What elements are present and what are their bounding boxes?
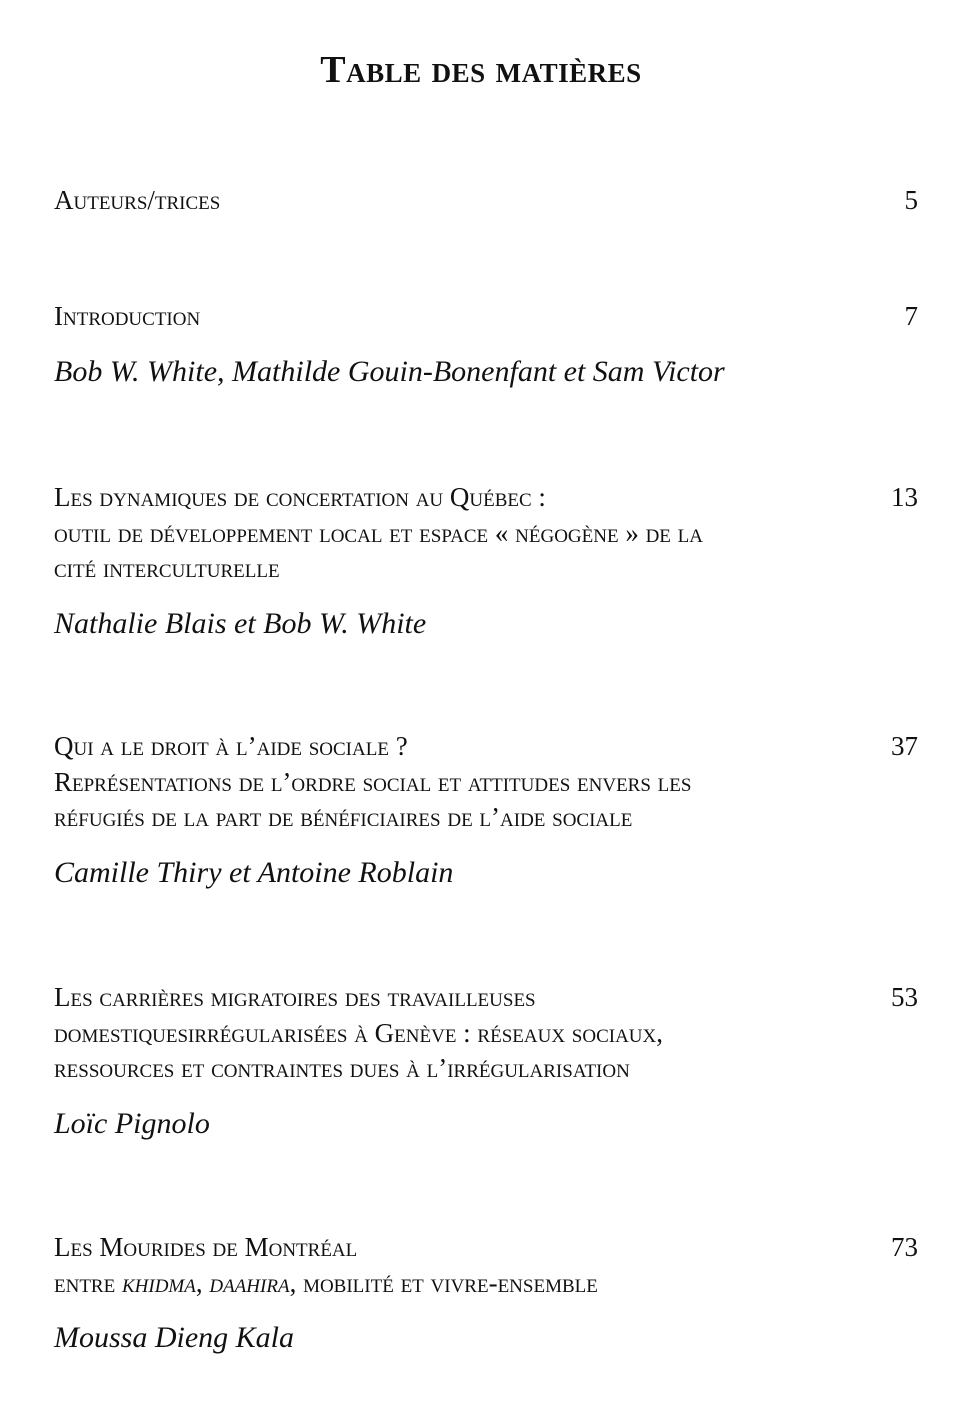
- toc-page-number: 73: [891, 1232, 918, 1262]
- toc-entry-title: [54, 1230, 900, 1301]
- toc-title-line: réfugiés de la part de bénéficiaires de l’aide sociale: [54, 802, 633, 832]
- toc-title-line: outil de développement local et espace « négogène » de la: [54, 517, 703, 548]
- toc-title-italic-term: daahira: [209, 1267, 290, 1298]
- toc-title-line-2: [54, 1268, 598, 1298]
- toc-page-number: 7: [904, 301, 918, 331]
- page-title: Table des matières: [320, 49, 642, 91]
- toc-title-line: ressources et contraintes dues à l’irrégularisation: [54, 1053, 630, 1083]
- toc-entry-mourides[interactable]: [54, 1230, 918, 1357]
- toc-title-fragment: , mobilité et vivre-ensemble: [289, 1267, 598, 1298]
- toc-title-line: cité interculturelle: [54, 553, 280, 583]
- toc-entry-authors[interactable]: [54, 183, 918, 219]
- toc-entry-authors: Camille Thiry et Antoine Roblain: [54, 855, 454, 889]
- toc-entry-title: [54, 980, 900, 1087]
- toc-title-fragment: ,: [195, 1267, 210, 1298]
- toc-title-line: Auteurs/trices: [54, 185, 221, 215]
- toc-page-number: 13: [891, 482, 918, 512]
- toc-title-line: Représentations de l’ordre social et attitudes envers les: [54, 766, 692, 797]
- toc-entry-head: [54, 183, 918, 219]
- toc-entry-concertation[interactable]: [54, 480, 918, 643]
- toc-title-italic-term: khidma: [121, 1267, 196, 1298]
- toc-page-number: 5: [904, 185, 918, 215]
- toc-title-line: Qui a le droit à l’aide sociale ?: [54, 731, 408, 761]
- toc-entry-title: [54, 729, 900, 836]
- toc-title-line: domestiquesirrégularisées à Genève : réseaux sociaux,: [54, 1017, 663, 1048]
- toc-entry-head: [54, 1230, 918, 1301]
- toc-entry-head: [54, 480, 918, 587]
- toc-title-line: Introduction: [54, 301, 201, 331]
- toc-entry-title: [54, 480, 900, 587]
- toc-entry-head: [54, 980, 918, 1087]
- toc-entry-authors: Loïc Pignolo: [54, 1106, 210, 1140]
- toc-title-fragment: entre: [54, 1267, 122, 1298]
- toc-entry-title: [54, 299, 900, 335]
- toc-entry-title: [54, 183, 900, 219]
- toc-entry-authors: Moussa Dieng Kala: [54, 1321, 294, 1354]
- toc-title-line: Les dynamiques de concertation au Québec :: [54, 482, 546, 512]
- toc-title-line: Les carrières migratoires des travailleuses: [54, 982, 536, 1012]
- toc-entry-head: [54, 299, 918, 335]
- toc-page-number: 53: [891, 982, 918, 1012]
- toc-entry-aide-sociale[interactable]: [54, 729, 918, 892]
- toc-entry-authors: Bob W. White, Mathilde Gouin-Bonenfant et Sam Victor: [54, 354, 725, 388]
- toc-title-line: Les Mourides de Montréal: [54, 1232, 358, 1262]
- toc-entry-introduction[interactable]: [54, 299, 918, 391]
- toc-entry-authors: Nathalie Blais et Bob W. White: [54, 606, 427, 640]
- toc-entry-carrieres[interactable]: [54, 980, 918, 1143]
- toc-page-number: 37: [891, 731, 918, 761]
- toc-entry-head: [54, 729, 918, 836]
